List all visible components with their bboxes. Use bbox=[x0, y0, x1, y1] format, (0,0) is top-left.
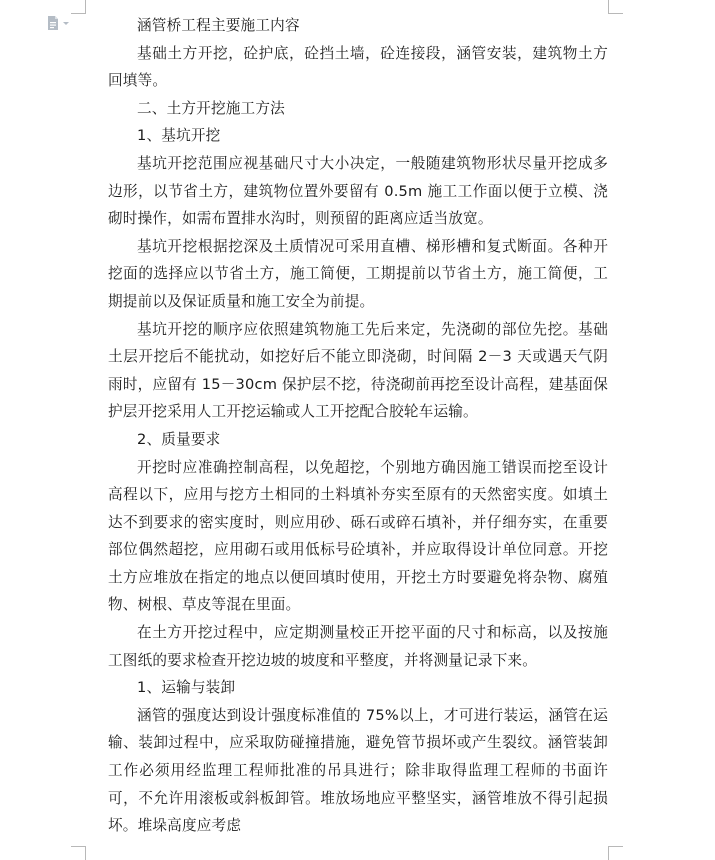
paragraph: 在土方开挖过程中，应定期测量校正开挖平面的尺寸和标高，以及按施工图纸的要求检查开挖边坡的坡度和平整度，并将测量记录下来。 bbox=[108, 624, 608, 669]
crop-mark bbox=[71, 13, 85, 14]
subsection-heading: 1、基坑开挖 bbox=[137, 127, 221, 145]
crop-mark bbox=[609, 846, 623, 847]
crop-mark bbox=[71, 846, 85, 847]
crop-mark bbox=[608, 846, 609, 860]
chevron-down-icon bbox=[63, 22, 69, 25]
section-title: 涵管桥工程主要施工内容 bbox=[137, 17, 300, 34]
crop-mark bbox=[85, 0, 86, 14]
paragraph: 开挖时应准确控制高程，以免超挖，个别地方确因施工错误而挖至设计高程以下，应用与挖方土相同的土料填补夯实至原有的天然密实度。如填土达不到要求的密实度时，则应用砂、砾石或碎石填补，并仔细夯实，在重要部位偶然超挖，应用砌石或用低标号砼填补，并应取得设计单位同意。开挖土方应堆放在指定的地点以便回填时使用，开挖土方时要避免将杂物、腐殖物、树根、草皮等混在里面。 bbox=[108, 458, 608, 614]
subsection-heading: 2、质量要求 bbox=[137, 430, 221, 448]
paragraph: 基坑开挖根据挖深及土质情况可采用直槽、梯形槽和复式断面。各种开挖面的选择应以节省土方，施工简便，工期提前以节省土方，施工简便，工期提前以及保证质量和施工安全为前提。 bbox=[108, 237, 608, 310]
paragraph: 基坑开挖的顺序应依照建筑物施工先后来定，先浇砌的部位先挖。基础土层开挖后不能扰动，如挖好后不能立即浇砌，时间隔 2－3 天或遇天气阴雨时，应留有 15－30cm 保护层不挖，待浇砌前再挖至设计高程，建基面保护层开挖采用人工开挖运输或人工开挖配合胶轮车运输。 bbox=[108, 320, 608, 421]
crop-mark bbox=[85, 846, 86, 860]
paragraph: 基坑开挖范围应视基础尺寸大小决定，一般随建筑物形状尽量开挖成多边形，以节省土方，建筑物位置外要留有 0.5m 施工工作面以便于立模、浇砌时操作，如需布置排水沟时，则预留的距离应适当放宽。 bbox=[108, 154, 608, 228]
paragraph: 涵管的强度达到设计强度标准值的 75%以上，才可进行装运，涵管在运输、装卸过程中，应采取防碰撞措施，避免管节损坏或产生裂纹。涵管装卸工作必须用经监理工程师批准的吊具进行；除非取得监理工程师的书面许可，不允许用滚板或斜板卸管。堆放场地应平整坚实，涵管堆放不得引起损坏。堆垛高度应考虑 bbox=[108, 706, 608, 835]
document-icon[interactable] bbox=[46, 15, 74, 31]
crop-mark bbox=[608, 0, 609, 14]
subsection-heading: 1、运输与装卸 bbox=[137, 679, 236, 697]
section-heading: 二、土方开挖施工方法 bbox=[137, 99, 285, 117]
paragraph: 基础土方开挖，砼护底，砼挡土墙，砼连接段，涵管安装，建筑物土方回填等。 bbox=[108, 44, 608, 90]
crop-mark bbox=[609, 13, 623, 14]
document-body bbox=[108, 12, 608, 840]
